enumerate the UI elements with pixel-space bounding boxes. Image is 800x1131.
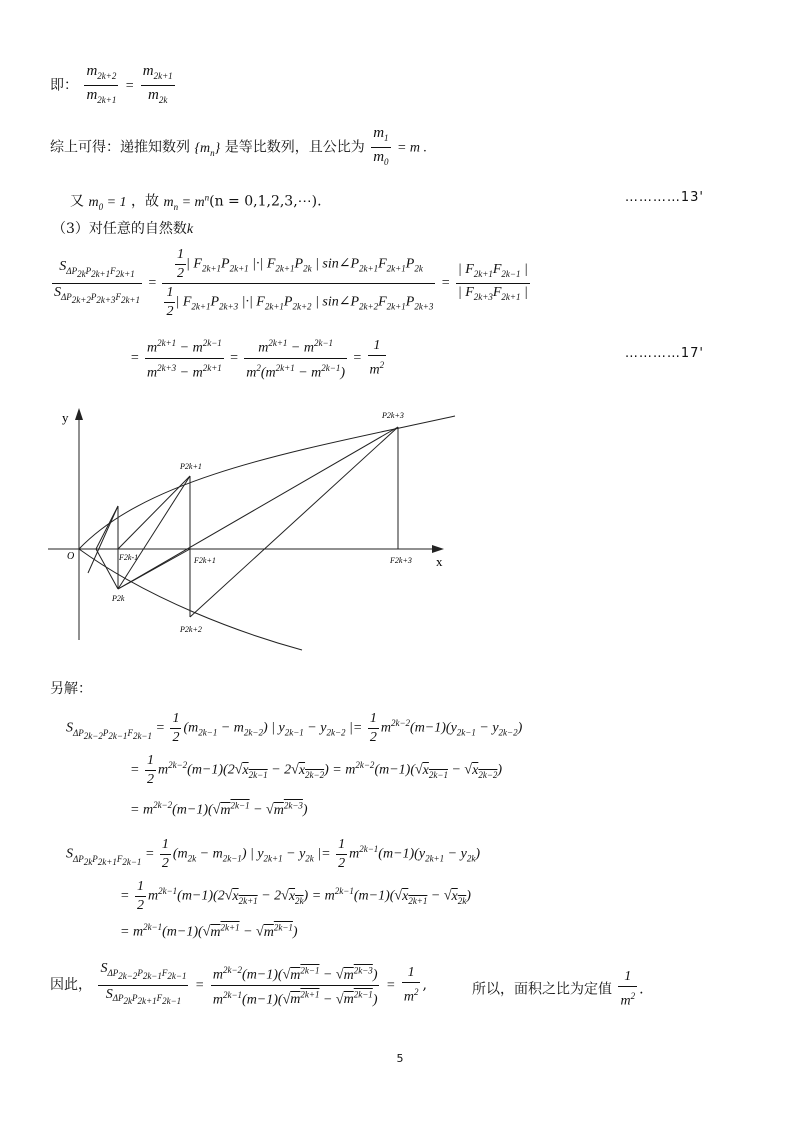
label-origin: O <box>67 551 75 562</box>
line-p2k3-p2k <box>118 427 398 589</box>
alt-heading: 另解： <box>50 681 92 697</box>
label-p2k1: P2k+1 <box>180 462 202 471</box>
x-axis-arrow <box>432 545 444 553</box>
label-x: x <box>436 554 443 569</box>
label-p2k: P2k <box>112 594 125 603</box>
conclusion-text: 所以，面积之比为定值 <box>472 981 612 998</box>
mn-formula-line: 又 $m_0 = 1$ ，故 $m_n = m^n(n$ = 0,1,2,3,⋯). <box>70 192 322 212</box>
mn-paren: (n = 0,1,2,3,⋯) <box>209 193 318 210</box>
alt-eq-5: = $\frac{1}{2}$ $m^{2k-1}(m-1)(2√x_{2k+1} - 2√x_{2k}) = m^{2k-1}(m-1)(√x_{2k+1} - √x_{2k})$ <box>120 879 471 913</box>
score-13: …………13' <box>624 190 704 205</box>
line-p2k1-p2k <box>118 476 190 589</box>
therefore-line: 因此， $\frac{S_{\Delta P_{2k-2}P_{2k-1}F_{2k-1}}}{S_{\Delta P_{2k}P_{2k+1}F_{2k-1}}}$ = $\frac{m^{2k-2}(m-1)(√m^{2k-1} - √m^{2k-3})}{m^{2k-1}(m-1)(√m^{2k+1} - √m^{2k-1})}$ = $\frac{1}{m^2}$ , <box>50 961 427 1008</box>
parabola-curve <box>79 416 455 650</box>
score-17: …………17' <box>624 346 704 361</box>
label-p2k2: P2k+2 <box>180 625 202 634</box>
label-p2k3: P2k+3 <box>382 411 404 420</box>
label-f2k1: F2k+1 <box>194 556 216 565</box>
area-ratio-result: = $\frac{m^{2k+1} - m^{2k-1}}{m^{2k+3} - m^{2k+1}}$ = $\frac{m^{2k+1} - m^{2k-1}}{m^2(m^{2k+1} - m^{2k-1})}$ = $\frac{1}{m^2}$ <box>130 334 388 382</box>
label-f2k3: F2k+3 <box>390 556 412 565</box>
conclusion-line: 所以，面积之比为定值 $\frac{1}{m^2}$ . <box>472 969 644 1009</box>
frac-1: $\frac{m_{2k+2}}{m_{2k+1}}$ <box>86 63 117 105</box>
y-axis-arrow <box>75 408 83 420</box>
frac-2: $\frac{m_{2k+1}}{m_{2k}}$ <box>142 63 173 105</box>
therefore-text: 因此， <box>50 977 92 994</box>
geo-mid: 是等比数列，且公比为 <box>224 139 365 156</box>
mn-prefix: 又 <box>70 193 84 210</box>
alt-eq-1: $S_{\Delta P_{2k-2}P_{2k-1}F_{2k-1}}$ = $\frac{1}{2}$ $(m_{2k-1} - m_{2k-2})$ | $y_{2k-1} - y_{2k-2}$ |= $\frac{1}{2}$ $m^{2k-2}(m-1)(y_{2k-1} - y_{2k-2})$ <box>66 711 523 745</box>
geometric-sequence-line: 综上可得：递推知数列 $\{m_n\}$ 是等比数列，且公比为 $\frac{m_1}{m_0}$ = m . <box>50 124 427 171</box>
page-number: 5 <box>396 1052 404 1065</box>
line-p2k3-p2k2 <box>190 427 398 617</box>
eq-ratio-line: 即： $\frac{m_{2k+2}}{m_{2k+1}}$ = $\frac{m_{2k+1}}{m_{2k}}$ <box>50 62 177 109</box>
label-y: y <box>62 410 69 425</box>
alt-eq-2: = $\frac{1}{2}$ $m^{2k-2}(m-1)(2√x_{2k-1} - 2√x_{2k-2}) = m^{2k-2}(m-1)(√x_{2k-1} - √x_{2k-2})$ <box>130 753 503 787</box>
geo-prefix: 综上可得：递推知数列 <box>50 139 190 156</box>
area-ratio-equation: $\frac{S_{\Delta P_{2k}P_{2k+1}F_{2k+1}}}{S_{\Delta P_{2k+2}P_{2k+3}F_{2k+1}}}$ = $\frac{1}{2}$ | $F_{2k+1}P_{2k+1}$ |·| $F_{2k+1}P_{2k}$ | $\sin\angle P_{2k+1}F_{2k+1}P_{2k}$ $\frac{1}{2}$ | $F_{2k+1}P_{2k+3}$ |·| $F_{2k+1}P_{2k+2}$ | $\sin\angle P_{2k+2}F_{2k+1}P_{2k+3}$ = $\frac{| F_{2k+1}F_{2k-1} |}{| F_{2k+3}F_{2k+1} |}$ <box>54 247 528 319</box>
mn-mid: ，故 <box>130 193 159 210</box>
label-f2k1m: F2k-1 <box>119 553 139 562</box>
frac-ratio: $\frac{m_1}{m_0}$ <box>373 125 389 167</box>
alt-eq-4: $S_{\Delta P_{2k}P_{2k+1}F_{2k-1}}$ = $\frac{1}{2}$ $(m_{2k} - m_{2k-1})$ | $y_{2k+1} - y_{2k}$ |= $\frac{1}{2}$ $m^{2k-1}(m-1)(y_{2k+1} - y_{2k})$ <box>66 837 480 871</box>
alt-eq-3: = $m^{2k-2}(m-1)(√m^{2k-1} - √m^{2k-3})$ <box>130 800 308 818</box>
part3-heading: （3）对任意的自然数k <box>52 221 194 237</box>
part3-text: （3）对任意的自然数 <box>52 221 187 237</box>
alt-eq-6: = $m^{2k-1}(m-1)(√m^{2k+1} - √m^{2k-1})$ <box>120 922 298 940</box>
eq-ratio-prefix: 即： <box>50 77 78 94</box>
